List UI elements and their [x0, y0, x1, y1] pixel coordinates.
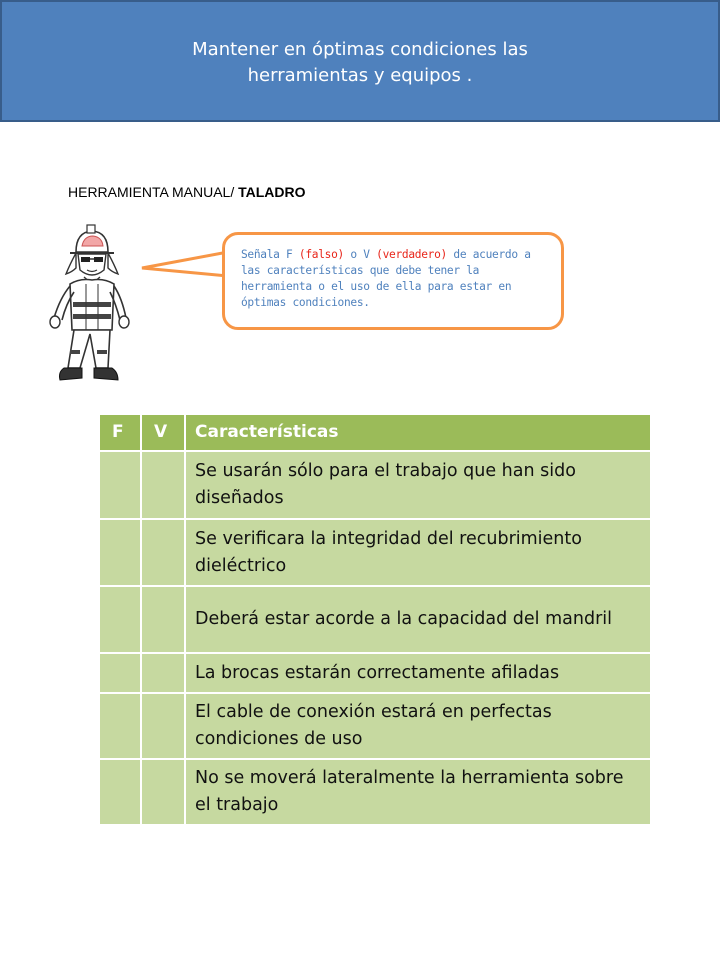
- answer-cell-v[interactable]: [141, 653, 185, 693]
- true-false-table: [98, 413, 652, 826]
- table-row: [99, 759, 651, 825]
- answer-cell-v[interactable]: [141, 693, 185, 759]
- answer-cell-f[interactable]: [99, 759, 141, 825]
- characteristic-text: El cable de conexión estará en perfectas condiciones de uso: [185, 693, 651, 759]
- answer-cell-v[interactable]: [141, 759, 185, 825]
- header-caracteristicas: Características: [185, 414, 651, 451]
- answer-cell-v[interactable]: [141, 451, 185, 519]
- section-subtitle: [68, 184, 306, 200]
- instruction-part3: de acuerdo a las características que debe tener la herramienta o el uso de ella para estar en óptimas condiciones.: [241, 248, 531, 309]
- table-row: [99, 653, 651, 693]
- table-header-row: [99, 414, 651, 451]
- header-f: F: [99, 414, 141, 451]
- characteristic-text: Se usarán sólo para el trabajo que han sido diseñados: [185, 451, 651, 519]
- instruction-part1: Señala F: [241, 248, 299, 261]
- characteristic-text: No se moverá lateralmente la herramienta sobre el trabajo: [185, 759, 651, 825]
- answer-cell-f[interactable]: [99, 451, 141, 519]
- header-v: V: [141, 414, 185, 451]
- answer-cell-f[interactable]: [99, 693, 141, 759]
- page-title: Mantener en óptimas condiciones las herramientas y equipos .: [192, 39, 528, 86]
- instruction-bubble: [222, 232, 564, 330]
- instruction-falso: (falso): [298, 248, 344, 261]
- table-row: [99, 451, 651, 519]
- instruction-verdadero: (verdadero): [376, 248, 447, 261]
- table-row: [99, 693, 651, 759]
- speech-bubble-tail: [140, 248, 228, 282]
- characteristic-text: Deberá estar acorde a la capacidad del mandril: [185, 586, 651, 653]
- title-banner: [0, 0, 720, 122]
- answer-cell-f[interactable]: [99, 653, 141, 693]
- answer-cell-f[interactable]: [99, 519, 141, 586]
- subtitle-prefix: HERRAMIENTA MANUAL/: [68, 184, 235, 200]
- answer-cell-f[interactable]: [99, 586, 141, 653]
- characteristic-text: La brocas estarán correctamente afiladas: [185, 653, 651, 693]
- characteristic-text: Se verificara la integridad del recubrimiento dieléctrico: [185, 519, 651, 586]
- worker-illustration-icon: [40, 222, 140, 384]
- instruction-part2: o V: [343, 248, 377, 261]
- instruction-text: [241, 247, 547, 311]
- subtitle-tool: TALADRO: [238, 184, 306, 200]
- table-row: [99, 519, 651, 586]
- answer-cell-v[interactable]: [141, 519, 185, 586]
- table-row: [99, 586, 651, 653]
- answer-cell-v[interactable]: [141, 586, 185, 653]
